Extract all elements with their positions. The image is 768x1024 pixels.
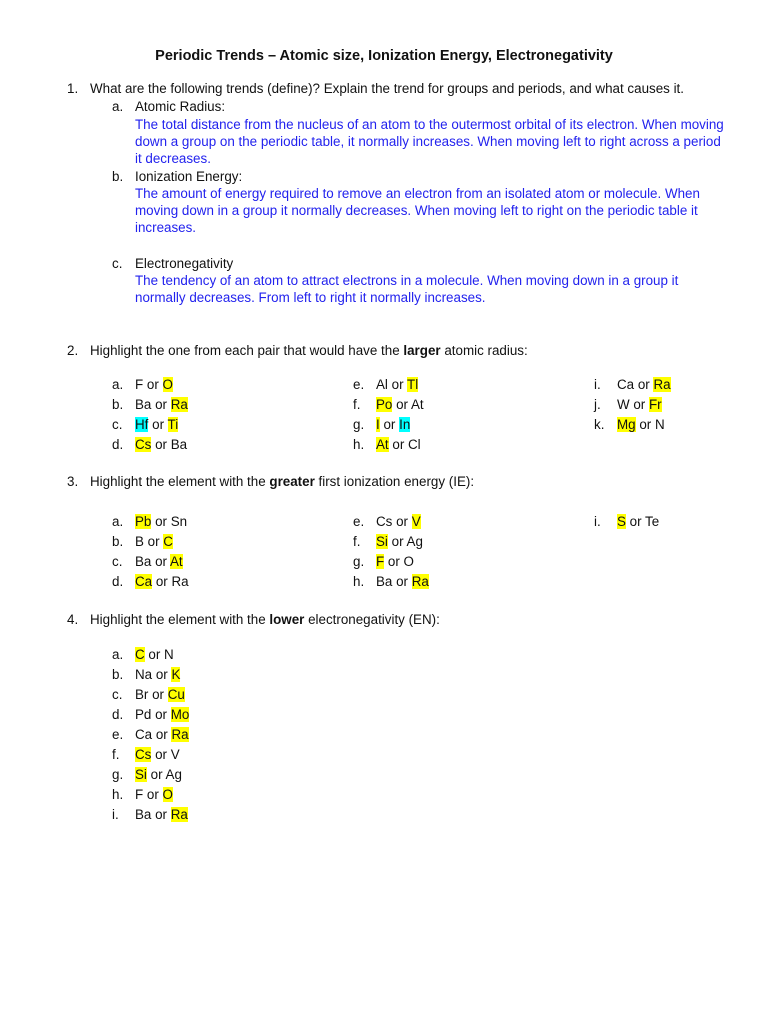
question-text-bold: lower <box>269 612 305 627</box>
question-text <box>90 342 528 359</box>
subitem-letter: b. <box>112 169 124 184</box>
highlighted-answer: Ra <box>653 377 671 392</box>
item-option: or Te <box>625 514 660 529</box>
item-letter: i. <box>594 377 601 392</box>
question-number: 2. <box>67 343 79 358</box>
item-pair <box>135 746 180 763</box>
highlighted-answer: S <box>617 514 626 529</box>
item-option: or At <box>392 397 424 412</box>
item-option: Ba or <box>376 574 412 589</box>
highlighted-answer: Po <box>376 397 393 412</box>
item-letter: h. <box>353 437 365 452</box>
item-pair <box>135 686 185 703</box>
item-option: or Ag <box>387 534 423 549</box>
item-option: or Ra <box>152 574 189 589</box>
item-pair <box>135 766 182 783</box>
item-pair <box>135 646 174 663</box>
highlighted-answer: Ra <box>170 807 188 822</box>
item-option: Pd or <box>135 707 171 722</box>
item-option: or V <box>151 747 180 762</box>
item-pair <box>135 726 189 743</box>
item-option: or Ag <box>146 767 182 782</box>
highlighted-answer: Ca <box>135 574 153 589</box>
item-pair <box>135 533 173 550</box>
question-text-pre: Highlight the element with the <box>90 612 270 627</box>
item-pair <box>376 553 414 570</box>
item-pair <box>135 396 188 413</box>
subitem-letter: a. <box>112 99 124 114</box>
question-number: 4. <box>67 612 79 627</box>
question-text <box>90 611 440 628</box>
question-text <box>90 473 474 490</box>
item-pair <box>617 416 665 433</box>
item-letter: b. <box>112 397 124 412</box>
item-option: Ba or <box>135 397 171 412</box>
highlighted-answer: C <box>163 534 173 549</box>
highlighted-answer: O <box>162 377 173 392</box>
highlighted-answer: Ti <box>167 417 179 432</box>
item-option: F or <box>135 787 163 802</box>
answer-line: The total distance from the nucleus of an atom to the outermost orbital of its electron. When moving <box>135 117 724 132</box>
item-letter: e. <box>353 514 365 529</box>
item-letter: k. <box>594 417 605 432</box>
item-pair <box>376 573 429 590</box>
highlighted-answer: Si <box>376 534 388 549</box>
item-letter: b. <box>112 534 124 549</box>
item-option: or <box>379 417 400 432</box>
highlighted-answer: Ra <box>170 397 188 412</box>
question-text-pre: Highlight the one from each pair that would have the <box>90 343 404 358</box>
subitem-label: Ionization Energy: <box>135 169 243 184</box>
item-pair <box>376 376 418 393</box>
highlighted-answer: Si <box>135 767 147 782</box>
answer-line: The amount of energy required to remove an electron from an isolated atom or molecule. When <box>135 186 700 201</box>
highlighted-answer: V <box>411 514 421 529</box>
item-letter: f. <box>112 747 120 762</box>
highlighted-answer: F <box>376 554 385 569</box>
item-letter: h. <box>112 787 124 802</box>
item-pair <box>135 666 180 683</box>
item-letter: a. <box>112 377 124 392</box>
item-option: Al or <box>376 377 408 392</box>
highlighted-answer: Cu <box>167 687 185 702</box>
item-letter: c. <box>112 554 123 569</box>
item-letter: e. <box>353 377 365 392</box>
subitem-label: Atomic Radius: <box>135 99 226 114</box>
item-letter: f. <box>353 397 361 412</box>
item-option: Ba or <box>135 554 170 569</box>
highlighted-answer: At <box>376 437 389 452</box>
highlighted-answer: Hf <box>135 417 149 432</box>
item-option: or N <box>635 417 665 432</box>
subitem-letter: c. <box>112 256 123 271</box>
item-pair <box>135 436 187 453</box>
question-text-pre: Highlight the element with the <box>90 474 270 489</box>
item-option: B or <box>135 534 164 549</box>
highlighted-answer: Ra <box>411 574 429 589</box>
subitem-label: Electronegativity <box>135 256 234 271</box>
highlighted-answer: I <box>376 417 380 432</box>
item-letter: d. <box>112 707 124 722</box>
item-pair <box>376 436 421 453</box>
answer-line: normally decreases. From left to right it normally increases. <box>135 290 486 305</box>
item-letter: b. <box>112 667 124 682</box>
highlighted-answer: K <box>171 667 181 682</box>
item-letter: d. <box>112 574 124 589</box>
item-letter: g. <box>353 554 365 569</box>
item-pair <box>135 573 189 590</box>
highlighted-answer: Mg <box>617 417 636 432</box>
page-title: Periodic Trends – Atomic size, Ionization Energy, Electronegativity <box>155 48 613 64</box>
item-letter: e. <box>112 727 124 742</box>
item-option: Cs or <box>376 514 412 529</box>
highlighted-answer: Pb <box>135 514 152 529</box>
item-pair <box>376 513 421 530</box>
item-pair <box>135 553 183 570</box>
highlighted-answer: At <box>170 554 183 569</box>
item-pair <box>135 416 178 433</box>
answer-line: moving down in a group it normally decreases. When moving left to right on the periodic table it <box>135 203 698 218</box>
highlighted-answer: Tl <box>407 377 419 392</box>
item-letter: g. <box>112 767 124 782</box>
item-pair <box>135 786 173 803</box>
item-option: or N <box>144 647 174 662</box>
highlighted-answer: Cs <box>135 437 152 452</box>
highlighted-answer: Fr <box>649 397 662 412</box>
item-letter: d. <box>112 437 124 452</box>
answer-line: increases. <box>135 220 197 235</box>
item-pair <box>135 706 189 723</box>
item-option: or Sn <box>151 514 188 529</box>
item-pair <box>376 416 410 433</box>
item-pair <box>617 513 659 530</box>
item-pair <box>376 396 424 413</box>
item-option: Ca or <box>617 377 654 392</box>
item-letter: c. <box>112 687 123 702</box>
item-pair <box>617 396 662 413</box>
item-letter: h. <box>353 574 365 589</box>
item-option: or Ba <box>151 437 188 452</box>
answer-line: it decreases. <box>135 151 211 166</box>
question-text-post: first ionization energy (IE): <box>314 474 475 489</box>
item-pair <box>135 806 188 823</box>
item-option: Ca or <box>135 727 172 742</box>
answer-line: down a group on the periodic table, it normally increases. When moving left to right across a period <box>135 134 721 149</box>
answer-line: The tendency of an atom to attract electrons in a molecule. When moving down in a group it <box>135 273 679 288</box>
item-letter: a. <box>112 647 124 662</box>
highlighted-answer: Mo <box>170 707 190 722</box>
question-text-post: electronegativity (EN): <box>304 612 440 627</box>
question-text-bold: larger <box>403 343 441 358</box>
item-letter: c. <box>112 417 123 432</box>
item-pair <box>135 376 173 393</box>
item-pair <box>617 376 671 393</box>
item-option: F or <box>135 377 163 392</box>
item-pair <box>376 533 423 550</box>
item-option: or Cl <box>388 437 421 452</box>
question-text: What are the following trends (define)? Explain the trend for groups and periods, and what causes it. <box>90 81 684 96</box>
highlighted-answer: C <box>135 647 145 662</box>
item-letter: i. <box>112 807 119 822</box>
item-letter: a. <box>112 514 124 529</box>
item-option: Na or <box>135 667 172 682</box>
item-letter: j. <box>594 397 601 412</box>
highlighted-answer: Cs <box>135 747 152 762</box>
item-pair <box>135 513 187 530</box>
item-option: or O <box>384 554 414 569</box>
item-letter: f. <box>353 534 361 549</box>
question-text-post: atomic radius: <box>440 343 528 358</box>
question-text-bold: greater <box>269 474 315 489</box>
item-option: or <box>148 417 168 432</box>
highlighted-answer: O <box>162 787 173 802</box>
highlighted-answer: Ra <box>171 727 189 742</box>
item-option: Br or <box>135 687 168 702</box>
question-number: 1. <box>67 81 79 96</box>
item-letter: g. <box>353 417 365 432</box>
question-number: 3. <box>67 474 79 489</box>
item-letter: i. <box>594 514 601 529</box>
item-option: W or <box>617 397 649 412</box>
highlighted-answer: In <box>399 417 411 432</box>
item-option: Ba or <box>135 807 171 822</box>
